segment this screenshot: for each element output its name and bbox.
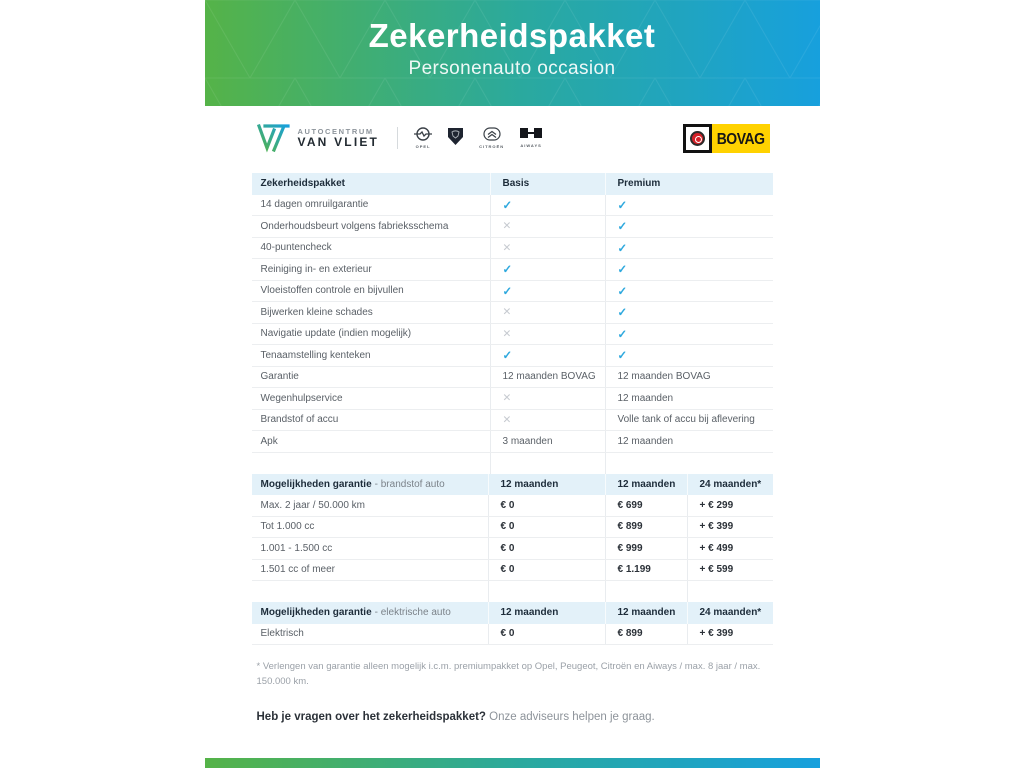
page-title: Zekerheidspakket	[368, 17, 656, 54]
table-row: Garantie 12 maanden BOVAG 12 maanden BOVAG	[252, 367, 773, 389]
citroen-icon	[483, 127, 501, 143]
premium-mark: ✓	[605, 195, 773, 216]
table-row: Tenaamstelling kenteken ✓ ✓	[252, 345, 773, 367]
document-page	[205, 0, 820, 768]
premium-mark: ✓	[605, 281, 773, 302]
electric-warranty-title: Mogelijkheden garantie - elektrische auto	[260, 607, 451, 619]
table-row: Reiniging in- en exterieur ✓ ✓	[252, 259, 773, 281]
electric-warranty-table	[252, 602, 773, 645]
basis-mark: ✓	[490, 195, 605, 216]
table-row: 1.501 cc of meer € 0 € 1.199 + € 599	[252, 560, 773, 582]
premium-mark: ✓	[605, 216, 773, 237]
brand-logos	[414, 127, 543, 149]
premium-mark: ✓	[605, 345, 773, 366]
bovag-label: BOVAG	[716, 128, 765, 148]
basis-mark: ✕	[490, 388, 605, 409]
main-table	[252, 173, 773, 474]
bovag-wheel-icon	[683, 124, 712, 153]
question-bold: Heb je vragen over het zekerheidspakket?	[256, 711, 486, 723]
basis-mark: ✕	[490, 410, 605, 431]
table-spacer-row	[252, 581, 773, 602]
main-header-premium: Premium	[605, 173, 773, 195]
fuel-warranty-header: Mogelijkheden garantie - brandstof auto 12 maanden 12 maanden 24 maanden*	[252, 474, 773, 496]
table-row: Wegenhulpservice ✕ 12 maanden	[252, 388, 773, 410]
question-rest: Onze adviseurs helpen je graag.	[485, 711, 655, 723]
peugeot-icon	[447, 127, 464, 146]
table-row: 1.001 - 1.500 cc € 0 € 999 + € 499	[252, 538, 773, 560]
header-banner	[205, 0, 820, 106]
comparison-tables	[252, 173, 773, 645]
dealer-name-bottom: VAN VLIET	[297, 134, 380, 149]
basis-mark: ✕	[490, 302, 605, 323]
dealer-name-top: AUTOCENTRUM	[297, 126, 374, 136]
premium-mark: ✓	[605, 238, 773, 259]
page-subtitle: Personenauto occasion	[408, 58, 616, 79]
dealer-logo	[257, 123, 380, 153]
table-row: Tot 1.000 cc € 0 € 899 + € 399	[252, 517, 773, 539]
logo-divider	[397, 127, 398, 149]
aiways-icon	[519, 127, 543, 142]
premium-mark: ✓	[605, 324, 773, 345]
table-row: Bijwerken kleine schades ✕ ✓	[252, 302, 773, 324]
logo-row	[205, 106, 820, 166]
peugeot-logo	[447, 127, 464, 147]
basis-mark: ✓	[490, 281, 605, 302]
table-row: Max. 2 jaar / 50.000 km € 0 € 699 + € 299	[252, 495, 773, 517]
basis-mark: ✓	[490, 259, 605, 280]
van-vliet-v7-icon	[257, 123, 291, 153]
fuel-warranty-table	[252, 474, 773, 603]
basis-value: 12 maanden BOVAG	[490, 367, 605, 388]
table-spacer-row	[252, 453, 773, 474]
premium-value: 12 maanden	[605, 431, 773, 452]
table-row: Navigatie update (indien mogelijk) ✕ ✓	[252, 324, 773, 346]
basis-mark: ✓	[490, 345, 605, 366]
electric-warranty-header: Mogelijkheden garantie - elektrische auto 12 maanden 12 maanden 24 maanden*	[252, 602, 773, 624]
premium-mark: ✓	[605, 259, 773, 280]
opel-icon	[414, 127, 432, 143]
table-row: Elektrisch € 0 € 899 + € 399	[252, 624, 773, 646]
main-table-header	[252, 173, 773, 195]
table-row: 40-puntencheck ✕ ✓	[252, 238, 773, 260]
table-row: Brandstof of accu ✕ Volle tank of accu bij aflevering	[252, 410, 773, 432]
basis-mark: ✕	[490, 238, 605, 259]
basis-mark: ✕	[490, 216, 605, 237]
bovag-logo	[683, 124, 770, 153]
opel-logo: OPEL	[414, 127, 432, 149]
basis-mark: ✕	[490, 324, 605, 345]
table-row: Onderhoudsbeurt volgens fabrieksschema ✕ ✓	[252, 216, 773, 238]
aiways-logo: AIWAYS	[519, 127, 543, 148]
footnote: * Verlengen van garantie alleen mogelijk i.c.m. premiumpakket op Opel, Peugeot, Citroën en Aiways / max. 8 jaar / max. 150.000 km.	[256, 661, 761, 687]
table-row: Apk 3 maanden 12 maanden	[252, 431, 773, 453]
premium-value: 12 maanden BOVAG	[605, 367, 773, 388]
table-row: Vloeistoffen controle en bijvullen ✓ ✓	[252, 281, 773, 303]
citroen-logo: CITROËN	[479, 127, 504, 149]
fuel-warranty-title: Mogelijkheden garantie - brandstof auto	[260, 478, 445, 490]
basis-value: 3 maanden	[490, 431, 605, 452]
table-row: 14 dagen omruilgarantie ✓ ✓	[252, 195, 773, 217]
bottom-gradient-bar	[205, 758, 820, 768]
main-header-basis: Basis	[490, 173, 605, 195]
premium-value: Volle tank of accu bij aflevering	[605, 410, 773, 431]
premium-mark: ✓	[605, 302, 773, 323]
main-header-package: Zekerheidspakket	[260, 178, 345, 190]
premium-value: 12 maanden	[605, 388, 773, 409]
closing-question	[257, 711, 773, 723]
